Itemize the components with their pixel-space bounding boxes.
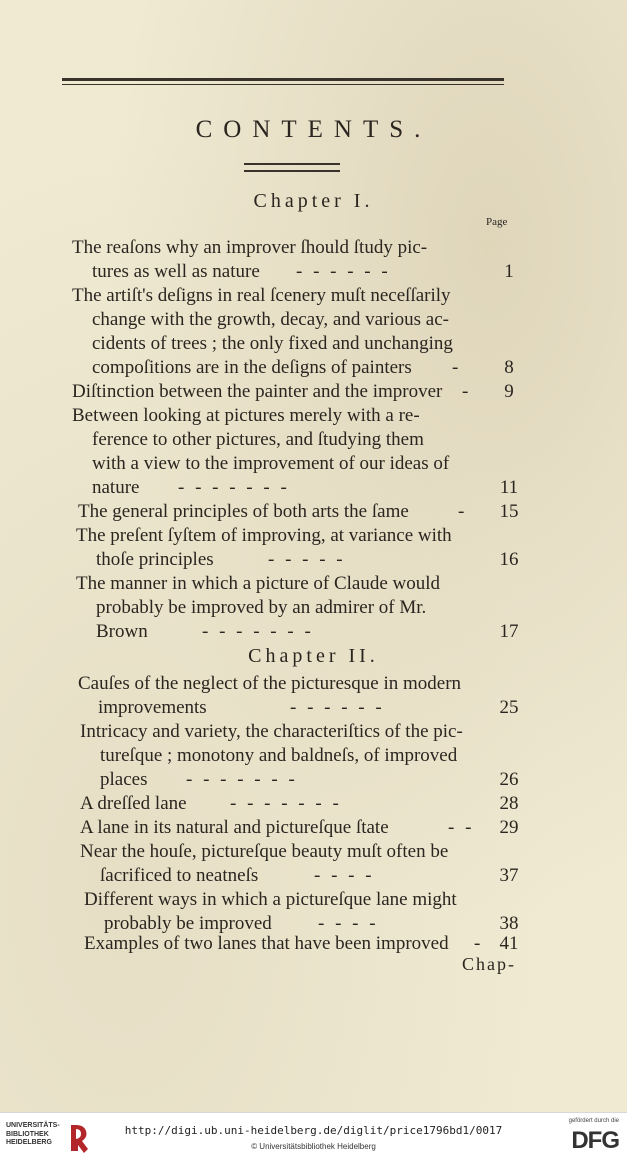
entry-line: ſacrificed to neatneſs bbox=[100, 865, 259, 886]
page-number: 29 bbox=[499, 817, 519, 838]
dot-leaders: - bbox=[452, 357, 462, 378]
entry-line: A dreſſed lane bbox=[80, 793, 187, 814]
entry-line: thoſe principles bbox=[96, 549, 214, 570]
title-ornament-rule-lower bbox=[244, 170, 340, 172]
entry-line: probably be improved bbox=[104, 913, 272, 934]
entry-line: compoſitions are in the deſigns of painters bbox=[92, 357, 412, 378]
entry-line: Diſtinction between the painter and the improver bbox=[72, 381, 443, 402]
entry-line: tures as well as nature bbox=[92, 261, 260, 282]
entry-line: The general principles of both arts the ſame bbox=[78, 501, 409, 522]
library-name: UNIVERSITÄTS- BIBLIOTHEK HEIDELBERG bbox=[6, 1122, 60, 1146]
chapter-heading-2: Chapter II. bbox=[248, 645, 379, 667]
entry-line: with a view to the improvement of our ideas of bbox=[92, 453, 450, 474]
dot-leaders: - - - - - - - bbox=[230, 793, 342, 814]
page-number: 16 bbox=[499, 549, 519, 570]
dot-leaders: - - - - - - - bbox=[202, 621, 314, 642]
page-number: 28 bbox=[499, 793, 519, 814]
page-number: 38 bbox=[499, 913, 519, 934]
dot-leaders: - - - - - - - bbox=[186, 769, 298, 790]
entry-line: The artiſt's deſigns in real ſcenery muſt neceſſarily bbox=[72, 285, 451, 306]
entry-line: places bbox=[100, 769, 148, 790]
page-number: 15 bbox=[499, 501, 519, 522]
entry-line: The preſent ſyſtem of improving, at variance with bbox=[76, 525, 452, 546]
page-number: 17 bbox=[499, 621, 519, 642]
dot-leaders: - - - - - - bbox=[296, 261, 391, 282]
dot-leaders: - bbox=[462, 381, 472, 402]
permalink-url[interactable]: http://digi.ub.uni-heidelberg.de/diglit/price1796bd1/0017 bbox=[124, 1124, 503, 1137]
page-number: 9 bbox=[504, 381, 514, 402]
copyright-notice: © Universitätsbibliothek Heidelberg bbox=[251, 1142, 376, 1151]
dot-leaders: - - bbox=[448, 817, 475, 838]
entry-line: Near the houſe, pictureſque beauty muſt often be bbox=[80, 841, 449, 862]
entry-line: cidents of trees ; the only fixed and unchanging bbox=[92, 333, 453, 354]
entry-line: nature bbox=[92, 477, 140, 498]
page-column-label: Page bbox=[486, 216, 508, 228]
viewer-footer bbox=[0, 1112, 627, 1160]
dot-leaders: - - - - - - bbox=[290, 697, 385, 718]
title-ornament-rule bbox=[244, 163, 340, 165]
entry-line: A lane in its natural and pictureſque ſtate bbox=[80, 817, 389, 838]
entry-line: ference to other pictures, and ſtudying them bbox=[92, 429, 424, 450]
entry-line: Different ways in which a pictureſque lane might bbox=[84, 889, 457, 910]
dot-leaders: - - - - - - - bbox=[178, 477, 290, 498]
dot-leaders: - - - - - bbox=[268, 549, 346, 570]
page-number: 26 bbox=[499, 769, 519, 790]
page-number: 8 bbox=[504, 357, 514, 378]
dot-leaders: - bbox=[474, 933, 484, 954]
page-number: 25 bbox=[499, 697, 519, 718]
page-number: 41 bbox=[499, 933, 519, 954]
entry-line: change with the growth, decay, and various ac- bbox=[92, 309, 449, 330]
entry-line: Cauſes of the neglect of the picturesque in modern bbox=[78, 673, 462, 694]
entry-line: Between looking at pictures merely with a re- bbox=[72, 405, 420, 426]
entry-line: improvements bbox=[98, 697, 207, 718]
double-rule-top bbox=[62, 78, 504, 81]
dfg-logo: DFG bbox=[571, 1127, 619, 1154]
entry-line: The reaſons why an improver ſhould ſtudy pic- bbox=[72, 237, 428, 258]
entry-line: Intricacy and variety, the characteriſtics of the pic- bbox=[80, 721, 463, 742]
double-rule-top-thin bbox=[62, 84, 504, 85]
chapter-heading-1: Chapter I. bbox=[253, 190, 374, 212]
entry-line: tureſque ; monotony and baldneſs, of improved bbox=[100, 745, 458, 766]
entry-line: probably be improved by an admirer of Mr. bbox=[96, 597, 427, 618]
entry-line: Brown bbox=[96, 621, 148, 642]
page-number: 1 bbox=[504, 261, 514, 282]
page-number: 11 bbox=[499, 477, 519, 498]
contents-title: CONTENTS. bbox=[195, 116, 432, 143]
dot-leaders: - - - - bbox=[318, 913, 379, 934]
page-number: 37 bbox=[499, 865, 519, 886]
funder-label: gefördert durch die bbox=[568, 1118, 619, 1124]
entry-line: The manner in which a picture of Claude would bbox=[76, 573, 441, 594]
entry-line: Examples of two lanes that have been improved bbox=[84, 933, 449, 954]
catchword: Chap- bbox=[462, 954, 516, 974]
dot-leaders: - bbox=[458, 501, 468, 522]
dot-leaders: - - - - bbox=[314, 865, 375, 886]
